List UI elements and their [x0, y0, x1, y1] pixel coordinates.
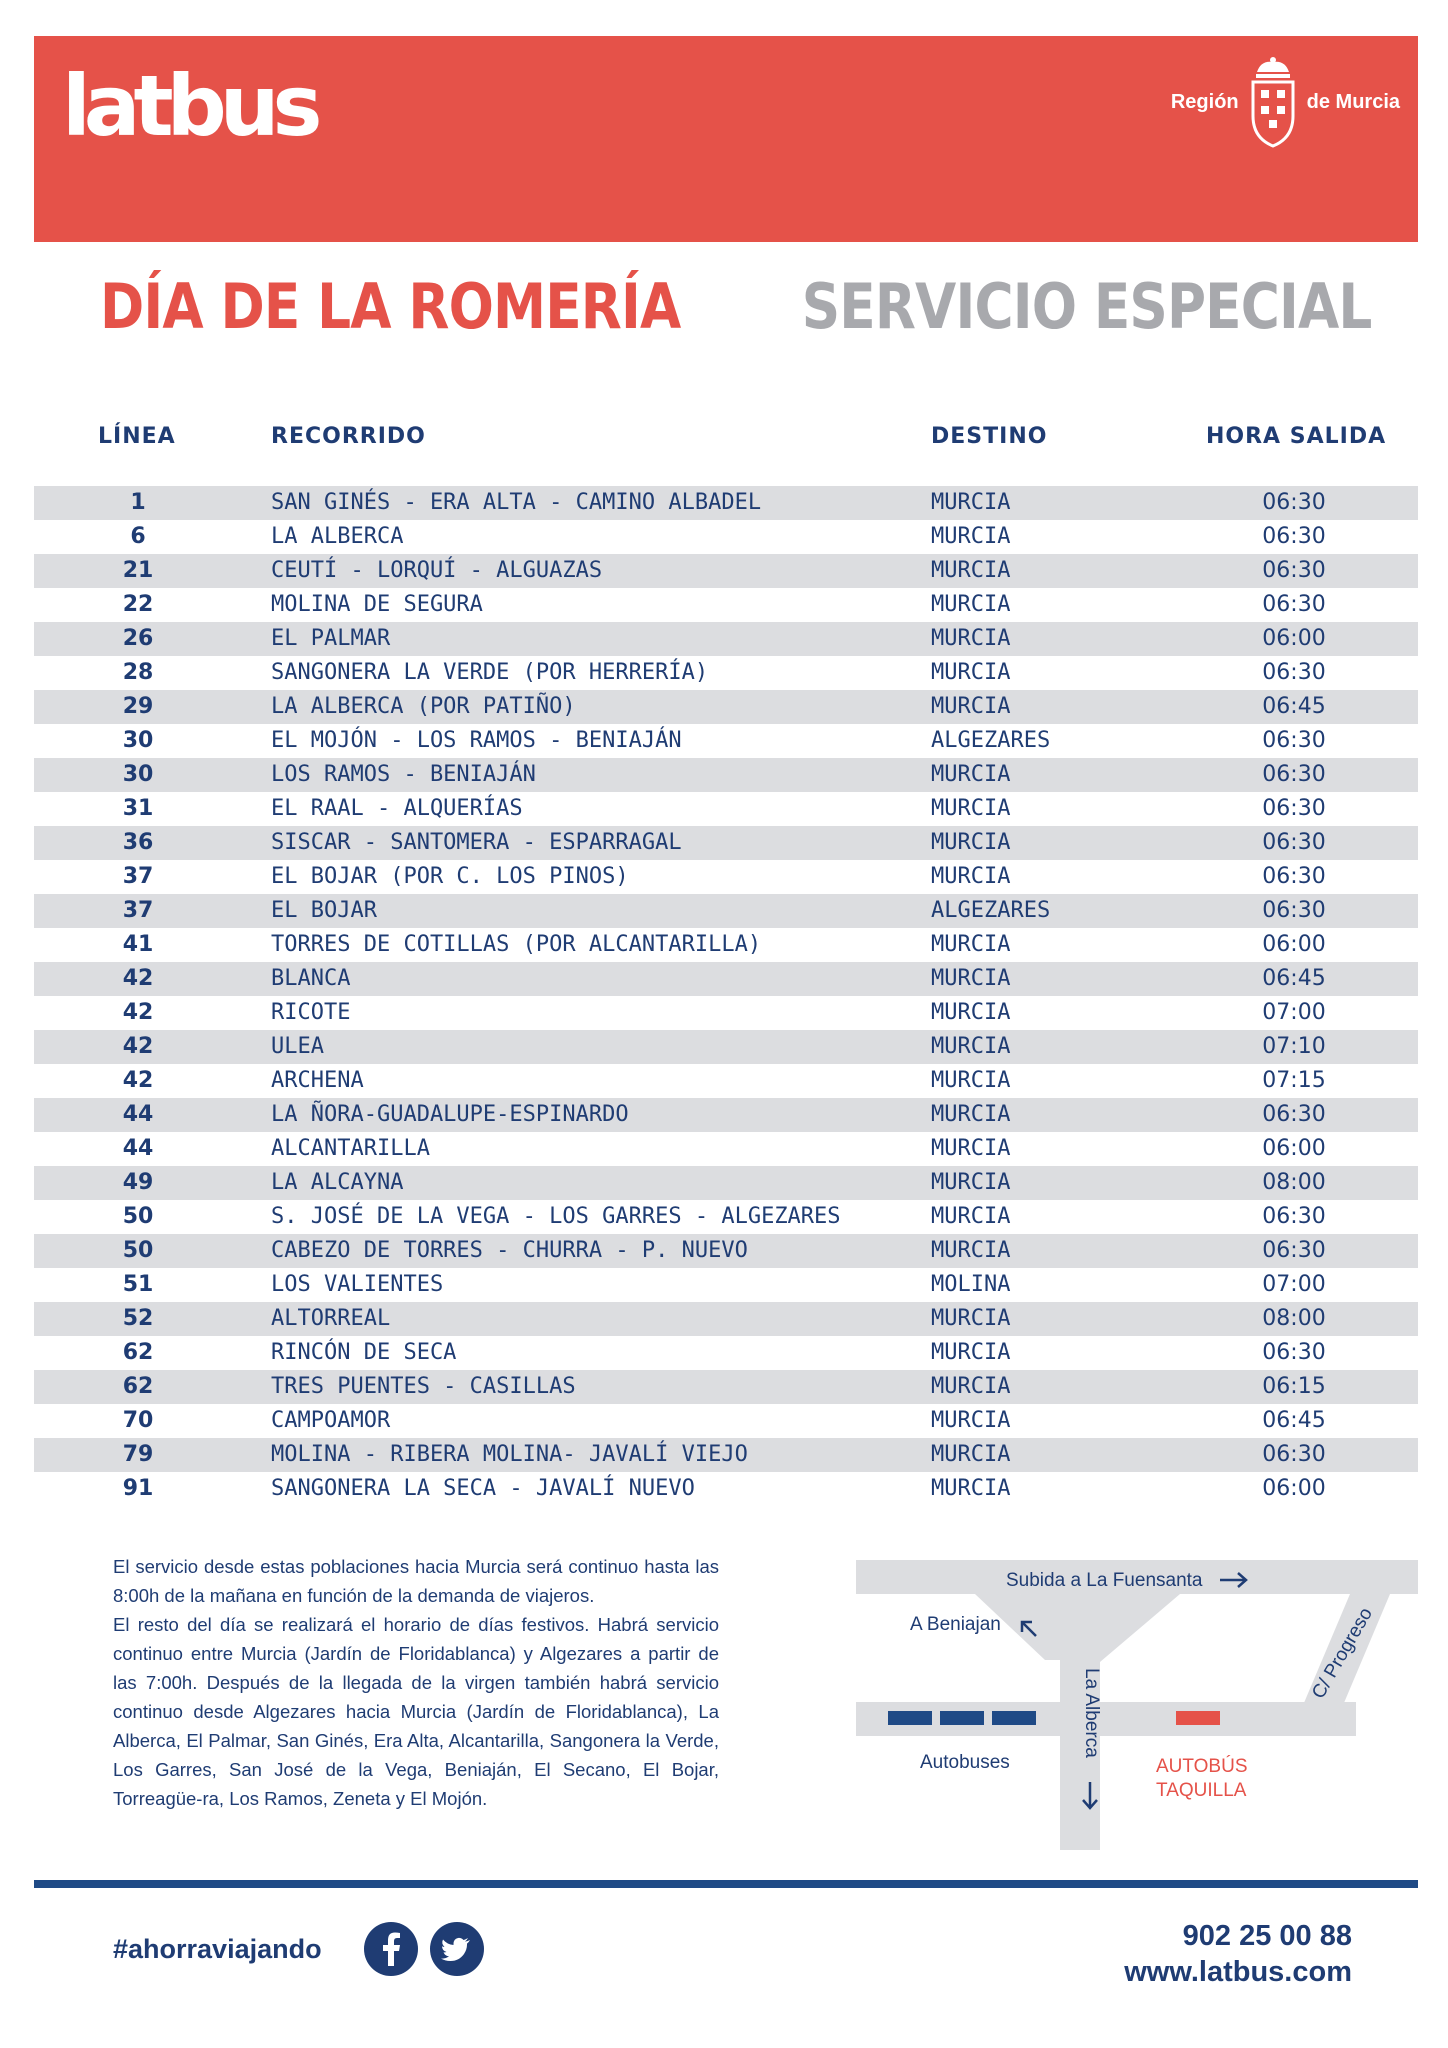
- table-row: [34, 1336, 1418, 1370]
- cell-destination: MURCIA: [931, 592, 1011, 617]
- note-paragraph: El resto del día se realizará el horario de días festivos. Habrá servicio continuo entre Murcia (Jardín de Floridablanca) y Algezares a partir de las 7:00h. Después de la llegada de la virgen también habrá servicio continuo desde Algezares hacia Murcia (Jardín de Floridablanca), La Alberca, El Palmar, San Ginés, Era Alta, Alcantarilla, Sangonera la Verde, Los Garres, San José de la Vega, Beniaján, El Secano, El Bojar, Torreagüe-ra, Los Ramos, Zeneta y El Mojón.: [113, 1614, 719, 1809]
- cell-departure: 06:30: [1262, 796, 1326, 821]
- cell-destination: MURCIA: [931, 1340, 1011, 1365]
- cell-route: MOLINA DE SEGURA: [271, 592, 483, 617]
- map-label-center-road: La Alberca: [1081, 1668, 1102, 1758]
- cell-line: 21: [122, 558, 154, 583]
- page-subtitle: SERVICIO ESPECIAL: [802, 270, 1372, 343]
- cell-destination: MURCIA: [931, 490, 1011, 515]
- cell-line: 49: [122, 1170, 154, 1195]
- cell-departure: 06:30: [1262, 558, 1326, 583]
- cell-destination: MURCIA: [931, 966, 1011, 991]
- cell-destination: MURCIA: [931, 796, 1011, 821]
- cell-departure: 06:30: [1262, 1204, 1326, 1229]
- cell-departure: 06:00: [1262, 1476, 1326, 1501]
- cell-departure: 06:30: [1262, 728, 1326, 753]
- schedule-table: [34, 486, 1418, 1506]
- table-row: [34, 996, 1418, 1030]
- cell-line: 26: [122, 626, 154, 651]
- cell-route: RINCÓN DE SECA: [271, 1340, 457, 1365]
- cell-destination: MURCIA: [931, 1306, 1011, 1331]
- website-link[interactable]: www.latbus.com: [1124, 1956, 1352, 1988]
- cell-line: 50: [122, 1238, 154, 1263]
- table-row: [34, 1302, 1418, 1336]
- cell-departure: 06:30: [1262, 660, 1326, 685]
- cell-line: 1: [130, 490, 146, 515]
- cell-departure: 06:30: [1262, 592, 1326, 617]
- bus-marker: [888, 1711, 932, 1725]
- cell-line: 29: [122, 694, 154, 719]
- table-row: [34, 656, 1418, 690]
- cell-line: 62: [122, 1340, 154, 1365]
- latbus-logo: latbus: [62, 57, 316, 155]
- cell-line: 79: [122, 1442, 154, 1467]
- page-title: DÍA DE LA ROMERÍA: [100, 270, 681, 343]
- cell-route: CABEZO DE TORRES - CHURRA - P. NUEVO: [271, 1238, 748, 1263]
- cell-departure: 06:15: [1262, 1374, 1326, 1399]
- table-row: [34, 894, 1418, 928]
- cell-route: LA ALBERCA: [271, 524, 404, 549]
- cell-departure: 07:10: [1262, 1034, 1326, 1059]
- cell-route: EL PALMAR: [271, 626, 391, 651]
- map-label-buses: Autobuses: [920, 1752, 1010, 1773]
- map-label-ticket-2: TAQUILLA: [1156, 1780, 1247, 1801]
- table-row: [34, 1370, 1418, 1404]
- table-row: [34, 1200, 1418, 1234]
- table-row: [34, 928, 1418, 962]
- cell-route: EL BOJAR: [271, 898, 377, 923]
- cell-line: 42: [122, 1034, 154, 1059]
- cell-line: 44: [122, 1136, 154, 1161]
- cell-route: TORRES DE COTILLAS (POR ALCANTARILLA): [271, 932, 762, 957]
- cell-route: LA ÑORA-GUADALUPE-ESPINARDO: [271, 1102, 629, 1127]
- cell-line: 44: [122, 1102, 154, 1127]
- cell-destination: MURCIA: [931, 524, 1011, 549]
- cell-line: 31: [122, 796, 154, 821]
- cell-destination: MURCIA: [931, 1374, 1011, 1399]
- table-row: [34, 1132, 1418, 1166]
- cell-destination: MURCIA: [931, 1170, 1011, 1195]
- cell-departure: 06:45: [1262, 1408, 1326, 1433]
- cell-departure: 06:30: [1262, 898, 1326, 923]
- column-header-destination: DESTINO: [931, 424, 1048, 449]
- cell-destination: MURCIA: [931, 626, 1011, 651]
- facebook-icon[interactable]: [364, 1922, 418, 1976]
- table-row: [34, 1404, 1418, 1438]
- location-map: [850, 1550, 1420, 1850]
- cell-route: EL BOJAR (POR C. LOS PINOS): [271, 864, 629, 889]
- ticket-marker: [1176, 1711, 1220, 1725]
- cell-departure: 06:00: [1262, 1136, 1326, 1161]
- cell-line: 62: [122, 1374, 154, 1399]
- cell-departure: 07:00: [1262, 1272, 1326, 1297]
- cell-destination: MURCIA: [931, 660, 1011, 685]
- cell-route: SISCAR - SANTOMERA - ESPARRAGAL: [271, 830, 682, 855]
- bus-marker: [940, 1711, 984, 1725]
- cell-destination: MURCIA: [931, 830, 1011, 855]
- cell-route: SANGONERA LA SECA - JAVALÍ NUEVO: [271, 1476, 695, 1501]
- column-header-departure: HORA SALIDA: [1206, 424, 1387, 449]
- cell-destination: MURCIA: [931, 694, 1011, 719]
- cell-destination: MURCIA: [931, 1442, 1011, 1467]
- table-row: [34, 826, 1418, 860]
- cell-destination: MURCIA: [931, 1102, 1011, 1127]
- cell-route: ALTORREAL: [271, 1306, 391, 1331]
- table-row: [34, 724, 1418, 758]
- cell-destination: MURCIA: [931, 762, 1011, 787]
- service-notes: [113, 1552, 719, 1813]
- cell-route: S. JOSÉ DE LA VEGA - LOS GARRES - ALGEZARES: [271, 1204, 841, 1229]
- cell-departure: 06:00: [1262, 626, 1326, 651]
- cell-destination: MURCIA: [931, 1408, 1011, 1433]
- cell-destination: MURCIA: [931, 1204, 1011, 1229]
- cell-line: 70: [122, 1408, 154, 1433]
- cell-route: MOLINA - RIBERA MOLINA- JAVALÍ VIEJO: [271, 1442, 748, 1467]
- cell-departure: 06:30: [1262, 524, 1326, 549]
- region-murcia-logo: [1171, 52, 1400, 152]
- cell-route: BLANCA: [271, 966, 351, 991]
- table-row: [34, 1268, 1418, 1302]
- twitter-icon[interactable]: [430, 1922, 484, 1976]
- table-row: [34, 690, 1418, 724]
- table-row: [34, 1030, 1418, 1064]
- cell-route: EL RAAL - ALQUERÍAS: [271, 796, 523, 821]
- cell-destination: MURCIA: [931, 1034, 1011, 1059]
- cell-route: ALCANTARILLA: [271, 1136, 430, 1161]
- cell-line: 30: [122, 728, 154, 753]
- cell-route: LA ALBERCA (POR PATIÑO): [271, 694, 576, 719]
- cell-route: SANGONERA LA VERDE (POR HERRERÍA): [271, 660, 709, 685]
- cell-departure: 06:30: [1262, 762, 1326, 787]
- cell-route: ULEA: [271, 1034, 324, 1059]
- cell-line: 36: [122, 830, 154, 855]
- cell-line: 42: [122, 966, 154, 991]
- cell-line: 28: [122, 660, 154, 685]
- table-row: [34, 554, 1418, 588]
- map-label-left-road: A Beniajan: [910, 1614, 1001, 1635]
- cell-departure: 07:15: [1262, 1068, 1326, 1093]
- cell-route: RICOTE: [271, 1000, 351, 1025]
- map-label-right-road: C/ Progreso: [1308, 1604, 1378, 1703]
- cell-departure: 08:00: [1262, 1170, 1326, 1195]
- cell-departure: 06:45: [1262, 966, 1326, 991]
- cell-line: 50: [122, 1204, 154, 1229]
- cell-route: LOS RAMOS - BENIAJÁN: [271, 762, 536, 787]
- table-row: [34, 588, 1418, 622]
- cell-line: 42: [122, 1068, 154, 1093]
- table-row: [34, 520, 1418, 554]
- table-row: [34, 792, 1418, 826]
- footer-divider: [34, 1880, 1418, 1888]
- cell-departure: 06:30: [1262, 1102, 1326, 1127]
- cell-destination: MURCIA: [931, 1068, 1011, 1093]
- hashtag: #ahorraviajando: [113, 1934, 322, 1964]
- cell-destination: MURCIA: [931, 932, 1011, 957]
- map-label-top-road: Subida a La Fuensanta: [1006, 1570, 1203, 1591]
- crest-icon: [1247, 54, 1299, 150]
- phone-number[interactable]: 902 25 00 88: [1182, 1920, 1352, 1952]
- cell-departure: 06:00: [1262, 932, 1326, 957]
- table-row: [34, 860, 1418, 894]
- cell-route: SAN GINÉS - ERA ALTA - CAMINO ALBADEL: [271, 490, 762, 515]
- column-header-route: RECORRIDO: [271, 424, 426, 449]
- table-row: [34, 1234, 1418, 1268]
- cell-departure: 06:30: [1262, 830, 1326, 855]
- cell-destination: MURCIA: [931, 558, 1011, 583]
- cell-destination: MURCIA: [931, 1000, 1011, 1025]
- table-row: [34, 1166, 1418, 1200]
- cell-line: 52: [122, 1306, 154, 1331]
- table-row: [34, 486, 1418, 520]
- cell-line: 22: [122, 592, 154, 617]
- cell-departure: 06:30: [1262, 864, 1326, 889]
- contact-info: [1124, 1918, 1352, 1990]
- column-header-line: LÍNEA: [98, 424, 176, 449]
- cell-route: CEUTÍ - LORQUÍ - ALGUAZAS: [271, 558, 603, 583]
- cell-destination: ALGEZARES: [931, 898, 1051, 923]
- cell-departure: 06:45: [1262, 694, 1326, 719]
- cell-route: ARCHENA: [271, 1068, 364, 1093]
- cell-line: 91: [122, 1476, 154, 1501]
- cell-departure: 06:30: [1262, 1340, 1326, 1365]
- cell-destination: MURCIA: [931, 1476, 1011, 1501]
- cell-departure: 06:30: [1262, 490, 1326, 515]
- cell-line: 41: [122, 932, 154, 957]
- cell-route: TRES PUENTES - CASILLAS: [271, 1374, 576, 1399]
- region-label-right: de Murcia: [1306, 90, 1400, 113]
- table-row: [34, 622, 1418, 656]
- cell-line: 37: [122, 898, 154, 923]
- cell-line: 37: [122, 864, 154, 889]
- cell-line: 42: [122, 1000, 154, 1025]
- cell-destination: ALGEZARES: [931, 728, 1051, 753]
- cell-route: LA ALCAYNA: [271, 1170, 404, 1195]
- map-label-ticket-1: AUTOBÚS: [1156, 1756, 1248, 1777]
- table-row: [34, 1438, 1418, 1472]
- cell-destination: MURCIA: [931, 1136, 1011, 1161]
- table-row: [34, 1098, 1418, 1132]
- cell-route: LOS VALIENTES: [271, 1272, 444, 1297]
- note-paragraph: El servicio desde estas poblaciones hacia Murcia será continuo hasta las 8:00h de la mañana en función de la demanda de viajeros.: [113, 1556, 719, 1606]
- bus-marker: [992, 1711, 1036, 1725]
- cell-departure: 06:30: [1262, 1238, 1326, 1263]
- cell-route: EL MOJÓN - LOS RAMOS - BENIAJÁN: [271, 728, 682, 753]
- cell-line: 30: [122, 762, 154, 787]
- cell-departure: 08:00: [1262, 1306, 1326, 1331]
- cell-destination: MURCIA: [931, 1238, 1011, 1263]
- cell-departure: 06:30: [1262, 1442, 1326, 1467]
- cell-route: CAMPOAMOR: [271, 1408, 391, 1433]
- cell-departure: 07:00: [1262, 1000, 1326, 1025]
- region-label-left: Región: [1170, 90, 1239, 113]
- table-row: [34, 962, 1418, 996]
- cell-destination: MURCIA: [931, 864, 1011, 889]
- table-row: [34, 1472, 1418, 1506]
- cell-destination: MOLINA: [931, 1272, 1011, 1297]
- cell-line: 6: [130, 524, 146, 549]
- table-row: [34, 758, 1418, 792]
- table-row: [34, 1064, 1418, 1098]
- cell-line: 51: [122, 1272, 154, 1297]
